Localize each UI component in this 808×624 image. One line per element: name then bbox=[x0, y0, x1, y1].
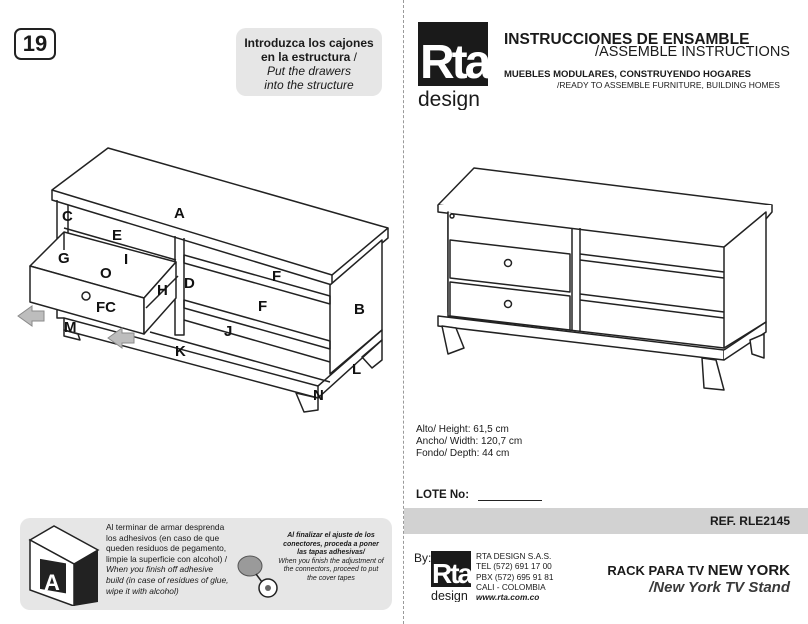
adhesive-icon-letter: A bbox=[44, 570, 60, 595]
adhesive-icon bbox=[24, 520, 104, 606]
product-title-en: /New York TV Stand bbox=[649, 579, 790, 596]
label-M: M bbox=[64, 319, 77, 336]
label-FC: FC bbox=[96, 299, 116, 316]
reference-number: REF. RLE2145 bbox=[709, 514, 790, 528]
note-adhesive bbox=[106, 522, 232, 596]
step-number: 19 bbox=[14, 28, 56, 60]
label-G: G bbox=[58, 250, 70, 267]
note-connectors-en: When you finish the adjustment of the connectors, proceed to put the cover tapes bbox=[278, 557, 384, 582]
label-F-lower: F bbox=[258, 298, 268, 315]
label-C: C bbox=[62, 208, 73, 225]
company-tel: TEL (572) 691 17 00 bbox=[476, 561, 552, 572]
label-I: I bbox=[124, 251, 129, 268]
label-H: H bbox=[157, 282, 168, 299]
lote-field-line bbox=[478, 500, 542, 501]
label-J: J bbox=[224, 323, 233, 340]
finished-furniture-drawing bbox=[404, 150, 808, 400]
logo-small-top-text: Rta bbox=[432, 558, 472, 589]
assembly-diagram bbox=[0, 0, 403, 500]
subtitle-en: /READY TO ASSEMBLE FURNITURE, BUILDING HOMES bbox=[557, 80, 780, 90]
logo-top-text: Rta bbox=[420, 36, 489, 89]
label-K: K bbox=[175, 343, 186, 360]
label-E: E bbox=[112, 227, 123, 244]
label-N: N bbox=[313, 387, 324, 404]
subtitle-es: MUEBLES MODULARES, CONSTRUYENDO HOGARES bbox=[504, 69, 752, 80]
instruction-separator: / bbox=[350, 50, 358, 64]
company-city: CALI - COLOMBIA bbox=[476, 581, 546, 592]
title-en: /ASSEMBLE INSTRUCTIONS bbox=[595, 44, 790, 60]
note-adhesive-es: Al terminar de armar desprenda los adhesivos (en caso de que queden residuos de pegamento, limpie la superficie con alcohol) / bbox=[106, 522, 228, 564]
product-title bbox=[607, 562, 790, 579]
label-L: L bbox=[352, 361, 362, 378]
logo-small-bottom-text: design bbox=[431, 589, 468, 602]
note-adhesive-en: When you finish off adhesive build (in case of residues of glue, wipe it with alcohol) bbox=[106, 564, 229, 596]
note-connectors-es: Al finalizar el ajuste de los conectores, proceda a poner las tapas adhesivas/ bbox=[283, 532, 379, 557]
logo-bottom-text: design bbox=[418, 88, 480, 110]
company-name: RTA DESIGN S.A.S. bbox=[476, 551, 552, 561]
by-label: By: bbox=[414, 551, 432, 565]
company-website: www.rta.com.co bbox=[476, 592, 540, 603]
label-F-upper: F bbox=[272, 268, 282, 285]
company-info bbox=[476, 551, 554, 602]
dimensions bbox=[416, 424, 522, 460]
company-pbx: PBX (572) 695 91 81 bbox=[476, 571, 554, 582]
label-O: O bbox=[100, 265, 112, 282]
dimension-depth: Fondo/ Depth: 44 cm bbox=[416, 448, 510, 459]
dimension-width: Ancho/ Width: 120,7 cm bbox=[416, 436, 523, 447]
label-A: A bbox=[174, 205, 185, 222]
instruction-es-line1: Introduzca los cajones bbox=[244, 36, 374, 50]
instruction-en-line2: into the structure bbox=[264, 78, 354, 92]
instruction-es-line2: en la estructura bbox=[260, 50, 351, 64]
instruction-en-line1: Put the drawers bbox=[266, 64, 352, 78]
connector-cap-icon bbox=[234, 552, 284, 602]
label-B: B bbox=[354, 301, 365, 318]
product-prefix: RACK PARA TV bbox=[607, 563, 705, 578]
rta-logo-small bbox=[430, 550, 474, 602]
dimension-height: Alto/ Height: 61,5 cm bbox=[416, 424, 509, 435]
title-es: INSTRUCCIONES DE ENSAMBLE bbox=[504, 31, 750, 48]
product-name: NEW YORK bbox=[707, 562, 790, 579]
note-connectors bbox=[278, 532, 384, 584]
lote-label: LOTE No: bbox=[416, 489, 470, 501]
rta-logo bbox=[416, 20, 492, 110]
label-D: D bbox=[184, 275, 195, 292]
